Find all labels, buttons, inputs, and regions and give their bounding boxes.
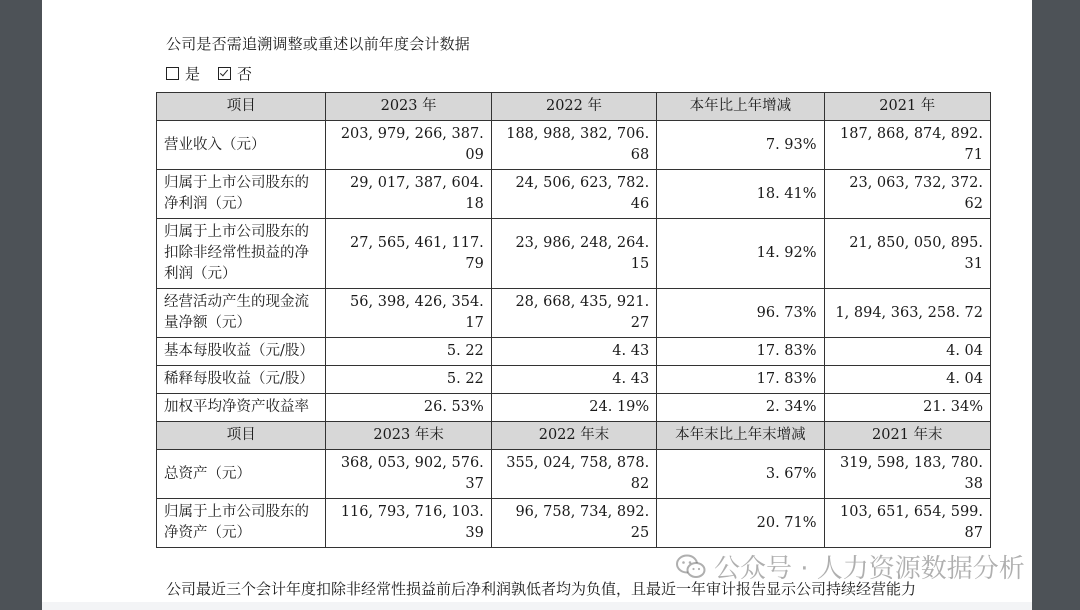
table-cell: 96. 73% bbox=[657, 289, 824, 338]
column-header: 项目 bbox=[157, 422, 326, 450]
table-cell: 17. 83% bbox=[657, 338, 824, 366]
table-cell: 17. 83% bbox=[657, 366, 824, 394]
table-cell: 27, 565, 461, 117. 79 bbox=[326, 219, 491, 289]
table-cell: 24. 19% bbox=[491, 394, 656, 422]
table-cell: 26. 53% bbox=[326, 394, 491, 422]
column-header: 项目 bbox=[157, 93, 326, 121]
table-cell: 20. 71% bbox=[657, 499, 824, 548]
financial-data-table bbox=[156, 92, 991, 548]
column-header: 本年末比上年末增减 bbox=[657, 422, 824, 450]
column-header: 2022 年 bbox=[491, 93, 656, 121]
table-cell: 21, 850, 050, 895. 31 bbox=[824, 219, 990, 289]
right-viewer-margin bbox=[1032, 0, 1080, 610]
table-cell: 7. 93% bbox=[657, 121, 824, 170]
table-row bbox=[157, 289, 991, 338]
table-cell: 14. 92% bbox=[657, 219, 824, 289]
table-cell: 4. 04 bbox=[824, 366, 990, 394]
table-cell: 368, 053, 902, 576. 37 bbox=[326, 450, 491, 499]
table-cell: 103, 651, 654, 599. 87 bbox=[824, 499, 990, 548]
table-row bbox=[157, 338, 991, 366]
table-row bbox=[157, 499, 991, 548]
table-cell: 3. 67% bbox=[657, 450, 824, 499]
watermark-text: 公众号 · 人力资源数据分析 bbox=[714, 554, 1025, 584]
table-cell: 4. 04 bbox=[824, 338, 990, 366]
row-label: 加权平均净资产收益率 bbox=[157, 394, 326, 422]
column-header: 2023 年 bbox=[326, 93, 491, 121]
restatement-question: 公司是否需追溯调整或重述以前年度会计数据 bbox=[166, 35, 471, 53]
table-cell: 1, 894, 363, 258. 72 bbox=[824, 289, 990, 338]
table-cell: 355, 024, 758, 878. 82 bbox=[491, 450, 656, 499]
left-viewer-margin bbox=[0, 0, 42, 610]
table-row bbox=[157, 121, 991, 170]
table-cell: 56, 398, 426, 354. 17 bbox=[326, 289, 491, 338]
table-row bbox=[157, 394, 991, 422]
table-cell: 18. 41% bbox=[657, 170, 824, 219]
table-cell: 29, 017, 387, 604. 18 bbox=[326, 170, 491, 219]
table-cell: 5. 22 bbox=[326, 366, 491, 394]
column-header: 2021 年 bbox=[824, 93, 990, 121]
row-label: 归属于上市公司股东的净资产（元） bbox=[157, 499, 326, 548]
table-cell: 116, 793, 716, 103. 39 bbox=[326, 499, 491, 548]
option-yes-label: 是 bbox=[185, 65, 201, 83]
bottom-viewer-strip bbox=[42, 602, 1032, 610]
restatement-options bbox=[166, 63, 252, 84]
table-cell: 24, 506, 623, 782. 46 bbox=[491, 170, 656, 219]
table-cell: 188, 988, 382, 706. 68 bbox=[491, 121, 656, 170]
row-label: 稀释每股收益（元/股） bbox=[157, 366, 326, 394]
table-cell: 319, 598, 183, 780. 38 bbox=[824, 450, 990, 499]
checkbox-yes[interactable] bbox=[166, 67, 179, 80]
table-cell: 203, 979, 266, 387. 09 bbox=[326, 121, 491, 170]
column-header: 2021 年末 bbox=[824, 422, 990, 450]
footnote-text: 公司最近三个会计年度扣除非经常性损益前后净利润孰低者均为负值，且最近一年审计报告显示公司持续经营能力 bbox=[166, 580, 917, 598]
table-cell: 23, 986, 248, 264. 15 bbox=[491, 219, 656, 289]
table-row bbox=[157, 450, 991, 499]
table-cell: 5. 22 bbox=[326, 338, 491, 366]
table-header-row bbox=[157, 422, 991, 450]
wechat-icon bbox=[676, 554, 706, 580]
row-label: 经营活动产生的现金流量净额（元） bbox=[157, 289, 326, 338]
column-header: 本年比上年增减 bbox=[657, 93, 824, 121]
column-header: 2022 年末 bbox=[491, 422, 656, 450]
table-cell: 96, 758, 734, 892. 25 bbox=[491, 499, 656, 548]
option-no-label: 否 bbox=[237, 65, 253, 83]
row-label: 基本每股收益（元/股） bbox=[157, 338, 326, 366]
checkbox-no-checked[interactable] bbox=[218, 67, 231, 80]
row-label: 归属于上市公司股东的扣除非经常性损益的净利润（元） bbox=[157, 219, 326, 289]
table-cell: 28, 668, 435, 921. 27 bbox=[491, 289, 656, 338]
column-header: 2023 年末 bbox=[326, 422, 491, 450]
table-row bbox=[157, 170, 991, 219]
table-row bbox=[157, 366, 991, 394]
table-cell: 2. 34% bbox=[657, 394, 824, 422]
row-label: 总资产（元） bbox=[157, 450, 326, 499]
table-header-row bbox=[157, 93, 991, 121]
row-label: 归属于上市公司股东的净利润（元） bbox=[157, 170, 326, 219]
table-cell: 4. 43 bbox=[491, 366, 656, 394]
table-cell: 21. 34% bbox=[824, 394, 990, 422]
table-cell: 4. 43 bbox=[491, 338, 656, 366]
table-cell: 187, 868, 874, 892. 71 bbox=[824, 121, 990, 170]
row-label: 营业收入（元） bbox=[157, 121, 326, 170]
table-row bbox=[157, 219, 991, 289]
table-cell: 23, 063, 732, 372. 62 bbox=[824, 170, 990, 219]
